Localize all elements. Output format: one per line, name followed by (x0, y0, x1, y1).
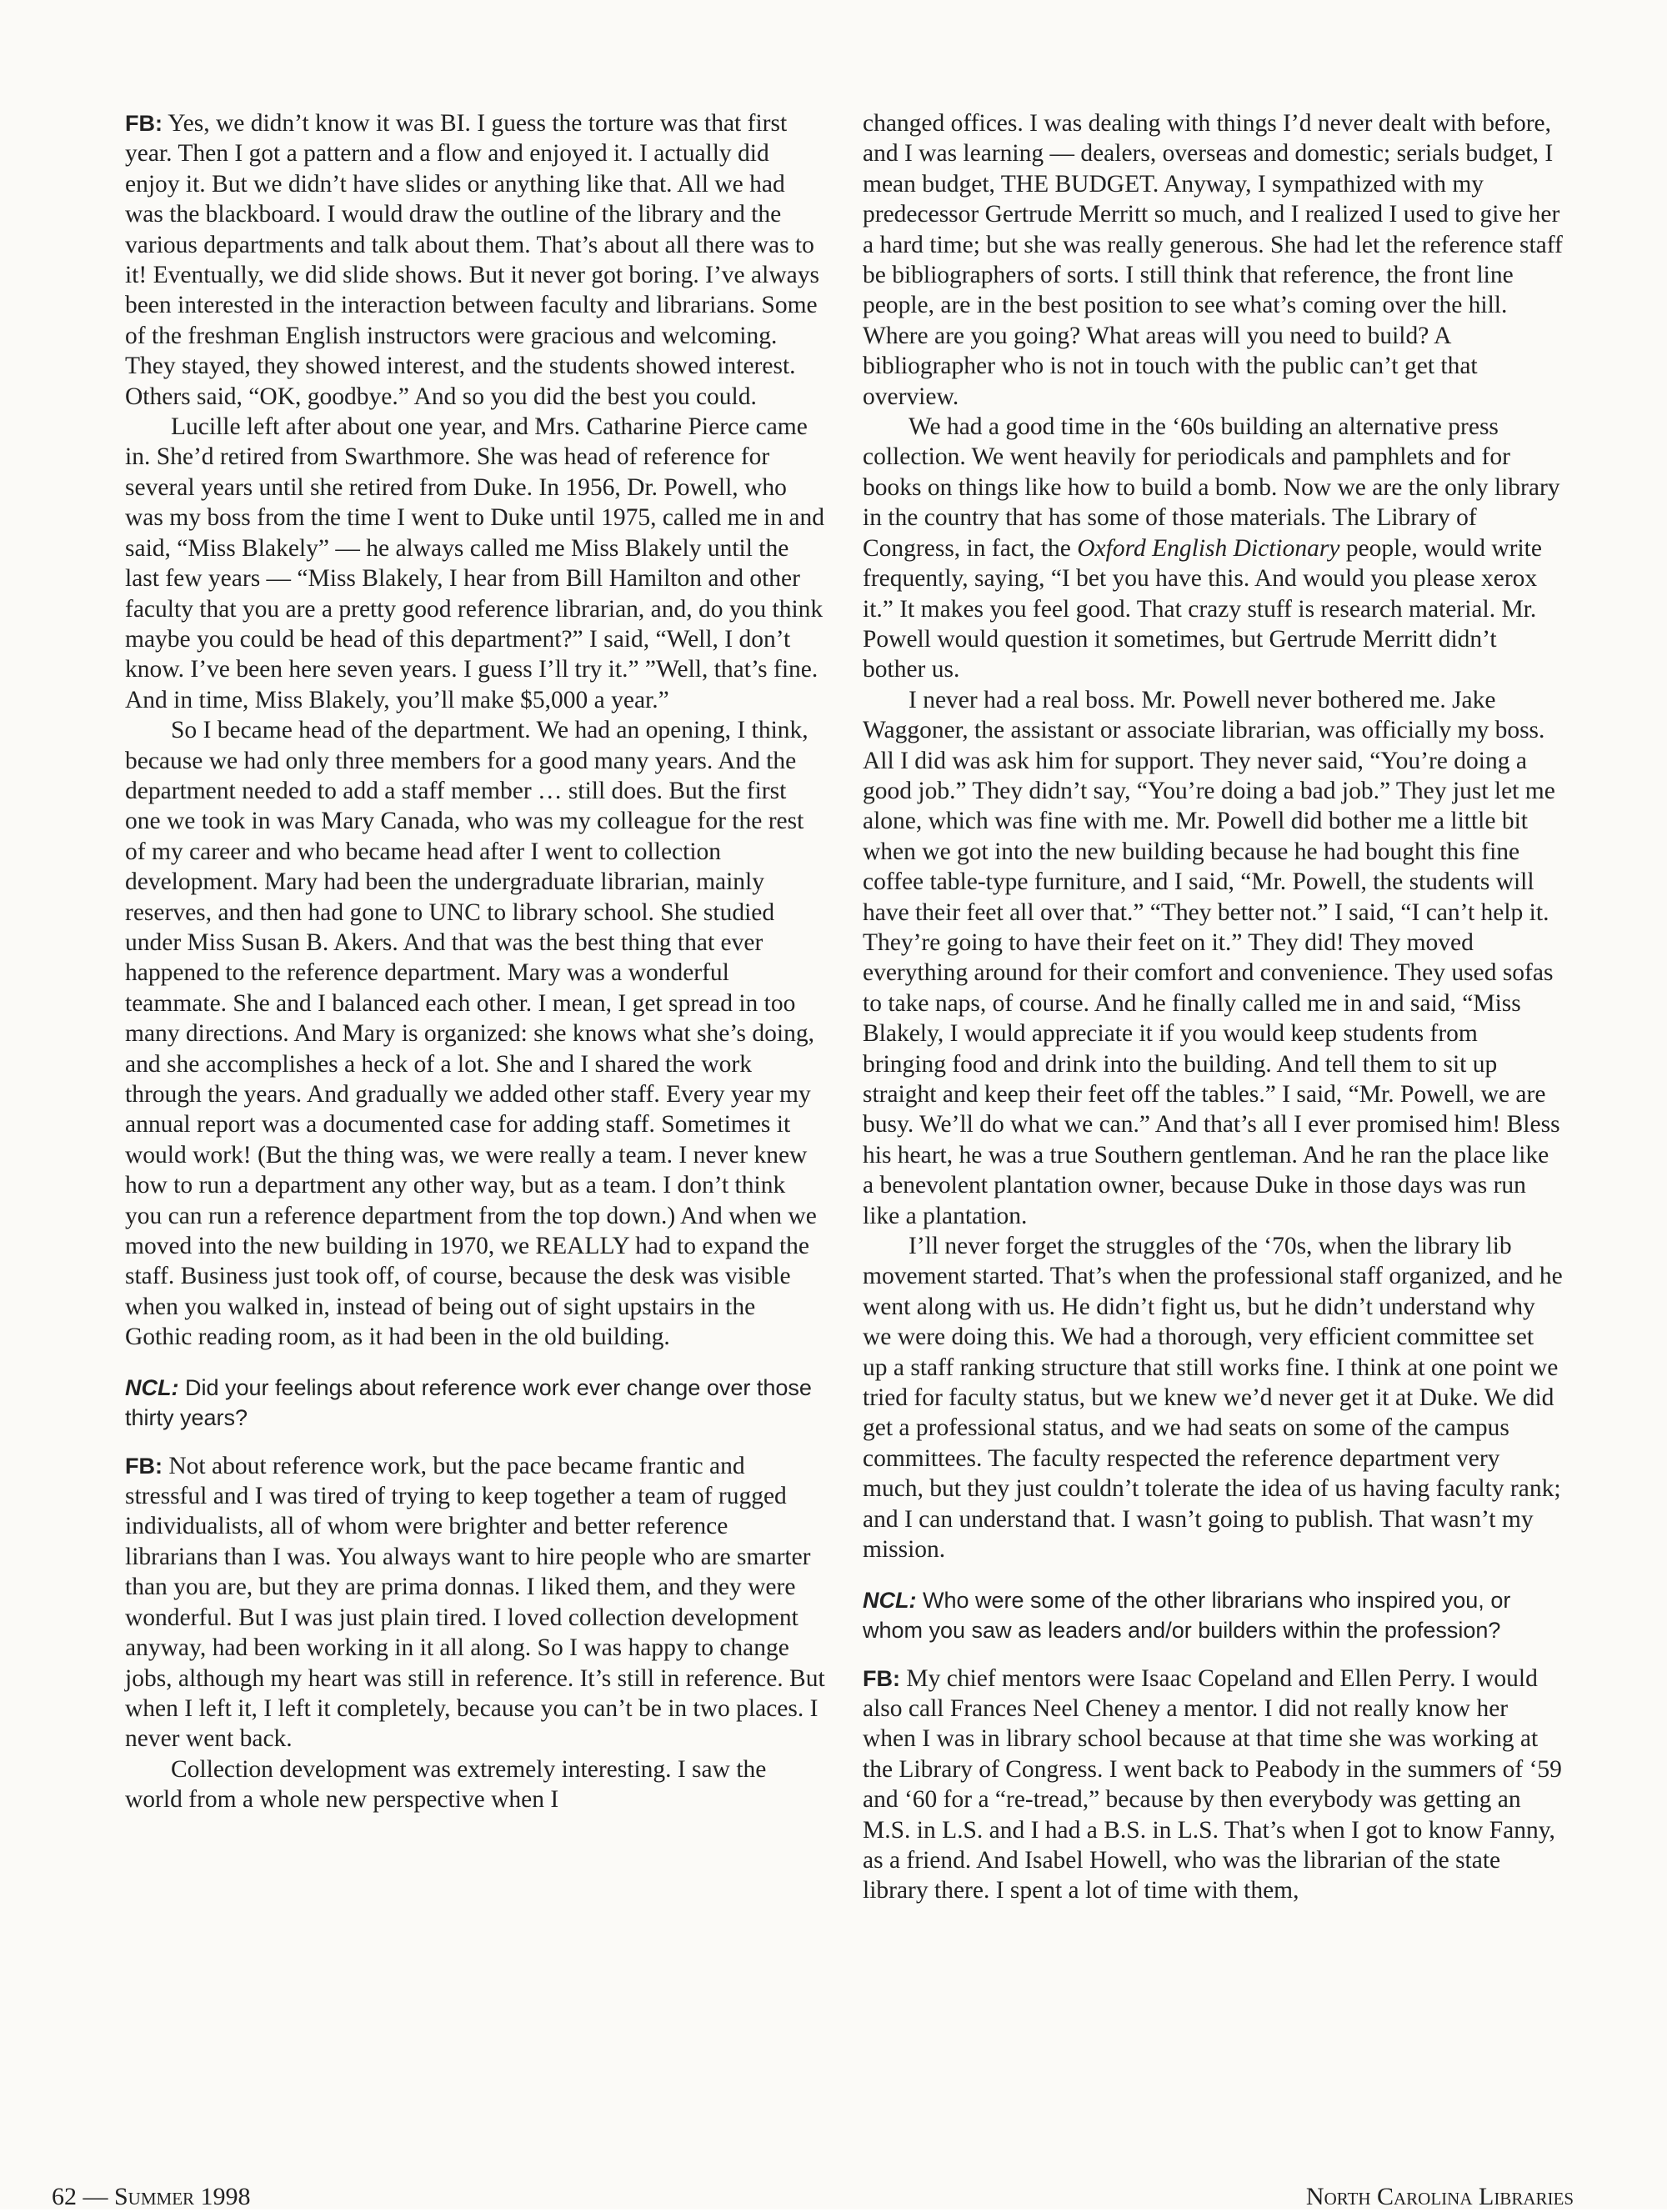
page-number: 62 (52, 2183, 77, 2210)
question-label: NCL: (125, 1374, 179, 1400)
publication-name: North Carolina Libraries (1305, 2183, 1574, 2210)
speaker-label: FB: (863, 1665, 900, 1691)
interview-question (863, 1585, 1563, 1645)
body-paragraph: Lucille left after about one year, and Mrs. Catharine Pierce came in. She’d retired from Swarthmore. She was head of reference for several years until she retired from Duke. In 1956, Dr. Powell, who was my boss from the time I went to Duke until 1975, called me in and said, “Miss Blakely” — he always called me Miss Blakely until the last few years — “Miss Blakely, I hear from Bill Hamilton and other faculty that you are a pretty good reference librarian, and, do you think maybe you could be head of this department?” I said, “Well, I don’t know. I’ve been here seven years. I guess I’ll try it.” ”Well, that’s fine. And in time, Miss Blakely, you’ll make $5,000 a year.” (125, 413, 824, 713)
answer-text: My chief mentors were Isaac Copeland and Ellen Perry. I would also call Frances Neel Cheney a mentor. I did not really know her when I was in library school because at that time she was working at the Library of Congress. I went back to Peabody in the summers of ‘59 and ‘60 for a “re-tread,” because by then everybody was getting an M.S. in L.S. and I had a B.S. in L.S. That’s when I got to know Fanny, as a friend. And Isabel Howell, who was the librarian of the state library there. I spent a lot of time with them, (863, 1664, 1562, 1904)
interview-question (125, 1373, 825, 1433)
body-text: people, would write frequently, saying, “I bet you have this. And would you please xerox it.” It makes you feel good. That crazy stuff is research material. Mr. Powell would question it sometimes, but Gertrude Merritt didn’t bother us. (863, 534, 1542, 683)
footer-separator: — (83, 2183, 108, 2210)
body-paragraph (863, 412, 1563, 685)
question-text: Who were some of the other librarians who inspired you, or whom you saw as leaders and/or builders within the profession? (863, 1587, 1511, 1643)
body-text: We had a good time in the ‘60s building an alternative press collection. We went heavily for periodicals and pamphlets and for books on things like how to build a bomb. Now we are the only library in the country that has some of those materials. The Library of Congress, in fact, the (863, 413, 1560, 562)
question-label: NCL: (863, 1587, 917, 1613)
body-paragraph: I never had a real boss. Mr. Powell never bothered me. Jake Waggoner, the assistant or associate librarian, was officially my boss. All I did was ask him for support. They never said, “You’re doing a good job.” They didn’t say, “You’re doing a bad job.” They just let me alone, which was fine with me. Mr. Powell did bother me a little bit when we got into the new building because he had bought this fine coffee table-type furniture, and I said, “Mr. Powell, the students will have their feet all over that.” “They better not.” I said, “I can’t help it. They’re going to have their feet on it.” They did! They moved everything around for their comfort and convenience. They used sofas to take naps, of course. And he finally called me in and said, “Miss Blakely, I would appreciate it if you would keep students from bringing food and drink into the building. And tell them to sit up straight and keep their feet off the tables.” I said, “Mr. Powell, we are busy. We’ll do what we can.” And that’s all I ever promised him! Bless his heart, he was a true Southern gentleman. And he ran the place like a benevolent plantation owner, because Duke in those days was run like a plantation. (863, 686, 1560, 1229)
answer-paragraph (863, 1664, 1563, 1906)
speaker-label: FB: (125, 111, 163, 136)
left-column (125, 108, 825, 1815)
question-text: Did your feelings about reference work ever change over those thirty years? (125, 1374, 812, 1430)
body-paragraph: So I became head of the department. We had an opening, I think, because we had only three members for a good many years. And the department needed to add a staff member … still does. But the first one we took in was Mary Canada, who was my colleague for the rest of my career and who became head after I went to collection development. Mary had been the undergraduate librarian, mainly reserves, and then had gone to UNC to library school. She studied under Miss Susan B. Akers. And that was the best thing that ever happened to the reference department. Mary was a wonderful teammate. She and I balanced each other. I mean, I get spread in too many directions. And Mary is organized: she knows what she’s doing, and she accomplishes a heck of a lot. She and I shared the work through the years. And gradually we added other staff. Every year my annual report was a documented case for adding staff. Sometimes it would work! (But the thing was, we were really a team. I never knew how to run a department any other way, but as a team. I don’t think you can run a reference department from the top down.) And when we moved into the new building in 1970, we REALLY had to expand the staff. Business just took off, of course, because the desk was visible when you walked in, instead of being out of sight upstairs in the Gothic reading room, as it had been in the old building. (125, 717, 817, 1351)
answer-paragraph (125, 1451, 825, 1754)
issue-season: Summer 1998 (114, 2183, 251, 2210)
footer-folio (52, 2182, 251, 2212)
body-paragraph: changed offices. I was dealing with things I’d never dealt with before, and I was learning — dealers, overseas and domestic; serials budget, I mean budget, THE BUDGET. Anyway, I sympathized with my predecessor Gertrude Merritt so much, and I realized I used to give her a hard time; but she was really generous. She had let the reference staff be bibliographers of sorts. I still think that reference, the front line people, are in the best position to see what’s coming over the hill. Where are you going? What areas will you need to build? A bibliographer who is not in touch with the public can’t get that overview. (863, 110, 1563, 410)
body-paragraph: Collection development was extremely interesting. I saw the world from a whole new perspective when I (125, 1755, 767, 1814)
answer-paragraph (125, 108, 825, 412)
answer-text: Not about reference work, but the pace became frantic and stressful and I was tired of trying to keep together a team of rugged individualists, all of whom were brighter and better reference librarians than I was. You always want to hire people who are smarter than you are, but they are prima donnas. I liked them, and they were wonderful. But I was just plain tired. I loved collection development anyway, had been working in it all along. So I was happy to change jobs, although my heart was still in reference. It’s still in reference. But when I left it, I left it completely, because you can’t be in two places. I never went back. (125, 1452, 825, 1753)
right-column (863, 108, 1563, 1906)
answer-text: Yes, we didn’t know it was BI. I guess the torture was that first year. Then I got a pattern and a flow and enjoyed it. I actually did enjoy it. But we didn’t have slides or anything like that. All we had was the blackboard. I would draw the outline of the library and the various departments and talk about them. That’s about all there was to it! Eventually, we did slide shows. But it never got boring. I’ve always been interested in the interaction between faculty and librarians. Some of the freshman English instructors were gracious and welcoming. They stayed, they showed interest, and the students showed interest. Others said, “OK, goodbye.” And so you did the best you could. (125, 110, 819, 410)
speaker-label: FB: (125, 1453, 163, 1479)
body-paragraph: I’ll never forget the struggles of the ‘70s, when the library lib movement started. That’s when the professional staff organized, and he went along with us. He didn’t fight us, but he didn’t understand why we were doing this. We had a thorough, very efficient committee set up a staff ranking structure that still works fine. I think at one point we tried for faculty status, but we knew we’d never get it at Duke. We did get a professional status, and we had seats on some of the campus committees. The faculty respected the reference department very much, but they just couldn’t tolerate the idea of us having faculty rank; and I can understand that. I wasn’t going to publish. That wasn’t my mission. (863, 1233, 1563, 1564)
publication-title: Oxford English Dictionary (1077, 534, 1340, 562)
